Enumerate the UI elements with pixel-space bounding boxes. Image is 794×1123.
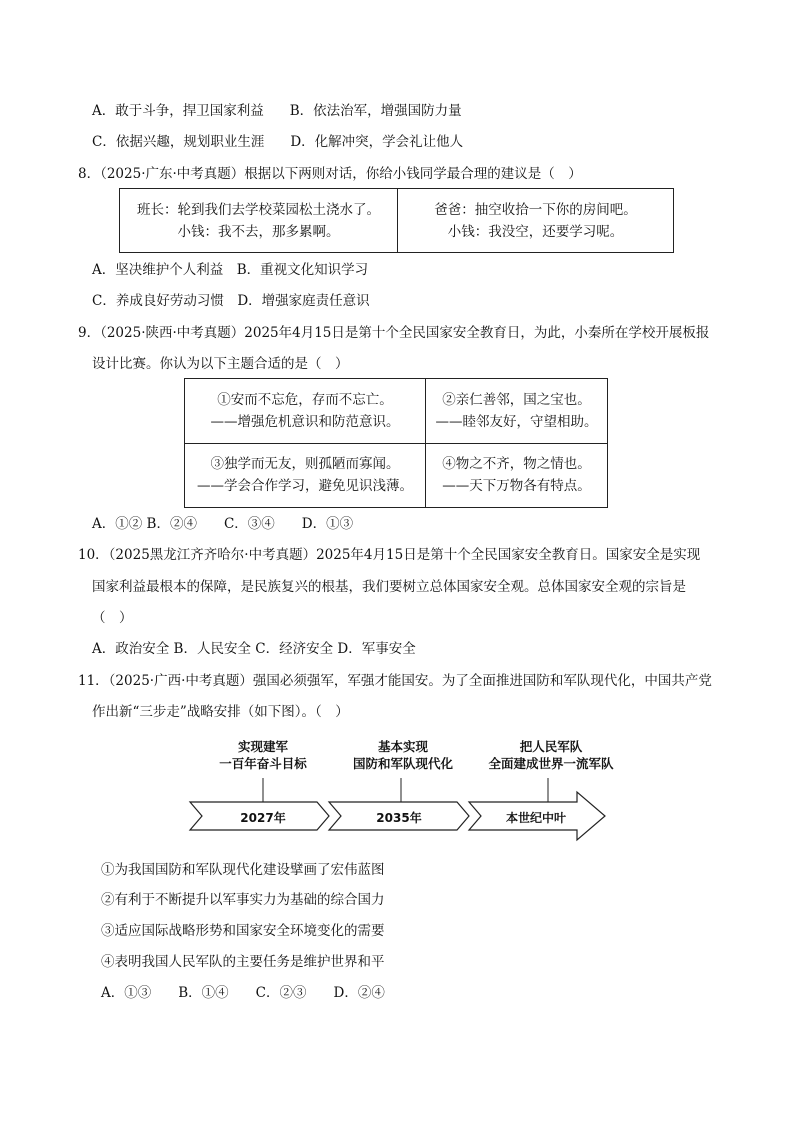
q9-theme-3: [185, 443, 426, 508]
q9-theme-2-note: ——睦邻友好，守望相助。: [435, 413, 598, 430]
q8-options-ab: A．坚决维护个人利益 B．重视文化知识学习: [92, 262, 369, 278]
step1-goal-line2: 一百年奋斗目标: [219, 756, 307, 771]
q11-statement-2: ②有利于不断提升以军事实力为基础的综合国力: [101, 892, 385, 908]
q10-options: A．政治安全 B．人民安全 C．经济安全 D．军事安全: [92, 641, 416, 657]
q9-theme-1-note: ——增强危机意识和防范意识。: [210, 413, 400, 430]
q8-stem: 8．（2025·广东·中考真题）根据以下两则对话，你给小钱同学最合理的建议是（ ）: [78, 166, 582, 182]
q7-option-c: C．依据兴趣，规划职业生涯: [92, 134, 265, 150]
q11-statement-4: ④表明我国人民军队的主要任务是维护世界和平: [101, 954, 385, 970]
q8-options-cd: C．养成良好劳动习惯 D．增强家庭责任意识: [92, 293, 370, 309]
q9-themes-table: [184, 378, 608, 508]
q7-option-b: B．依法治军，增强国防力量: [289, 103, 462, 119]
q11-options: A．①③ B．①④ C．②③ D．②④: [101, 985, 385, 1001]
q7-option-d: D．化解冲突，学会礼让他人: [290, 134, 464, 150]
q10-stem-line2: 国家利益最根本的保障，是民族复兴的根基，我们要树立总体国家安全观。总体国家安全观的宗旨是: [92, 579, 686, 595]
q8-dialogue-right: [398, 189, 674, 253]
q11-stem-line2: 作出新“三步走”战略安排（如下图）。（ ）: [92, 704, 349, 720]
q9-theme-1-quote: ①安而不忘危，存而不忘亡。: [217, 391, 393, 408]
q10-stem-line3: （ ）: [92, 610, 133, 626]
q9-theme-4-quote: ④物之不齐，物之情也。: [442, 456, 591, 473]
q8-left-line2: 小钱：我不去，那多累啊。: [177, 223, 340, 240]
timeline-arrows: [185, 732, 615, 852]
q7-option-a: A．敢于斗争，捍卫国家利益: [92, 103, 264, 119]
step3-goal-line2: 全面建成世界一流军队: [488, 756, 614, 771]
q9-stem-line2: 设计比赛。你认为以下主题合适的是（ ）: [92, 356, 349, 372]
q11-statement-3: ③适应国际战略形势和国家安全环境变化的需要: [101, 923, 385, 939]
q9-stem-line1: 9．（2025·陕西·中考真题）2025年4月15日是第十个全民国家安全教育日，为此，小秦所在学校开展板报: [78, 325, 710, 341]
q8-dialogue-table: [119, 188, 674, 253]
q8-left-line1: 班长：轮到我们去学校菜园松土浇水了。: [137, 201, 380, 218]
q9-theme-4-note: ——天下万物各有特点。: [442, 478, 591, 495]
step2-goal-line1: 基本实现: [377, 739, 428, 754]
step1-goal-line1: 实现建军: [237, 739, 288, 754]
q9-theme-2-quote: ②亲仁善邻，国之宝也。: [442, 391, 591, 408]
q9-options: A．①② B．②④ C．③④ D．①③: [92, 516, 354, 532]
q9-theme-4: [426, 443, 608, 508]
q11-stem-line1: 11．（2025·广西·中考真题）强国必须强军，军强才能国安。为了全面推进国防和军队现代化，中国共产党: [78, 673, 712, 689]
q9-theme-1: [185, 379, 426, 444]
step3-year: 本世纪中叶: [505, 811, 566, 825]
q9-theme-3-quote: ③独学而无友，则孤陋而寡闻。: [210, 456, 400, 473]
q7-options-row1: [92, 101, 462, 121]
step3-goal-line1: 把人民军队: [519, 739, 583, 754]
q8-right-line1: 爸爸：抽空收拾一下你的房间吧。: [434, 201, 637, 218]
q9-theme-3-note: ——学会合作学习，避免见识浅薄。: [197, 478, 413, 495]
q8-dialogue-left: [120, 189, 398, 253]
q9-theme-2: [426, 379, 608, 444]
q10-stem-line1: 10．（2025黑龙江齐齐哈尔·中考真题）2025年4月15日是第十个全民国家安全教育日。国家安全是实现: [78, 547, 701, 563]
q7-options-row2: [92, 132, 463, 152]
step2-goal-line2: 国防和军队现代化: [352, 756, 453, 771]
step2-year: 2035年: [376, 811, 422, 825]
q11-three-step-diagram: [185, 732, 615, 852]
step1-year: 2027年: [240, 811, 286, 825]
q11-statement-1: ①为我国国防和军队现代化建设擘画了宏伟蓝图: [101, 862, 385, 878]
q8-right-line2: 小钱：我没空，还要学习呢。: [447, 223, 624, 240]
